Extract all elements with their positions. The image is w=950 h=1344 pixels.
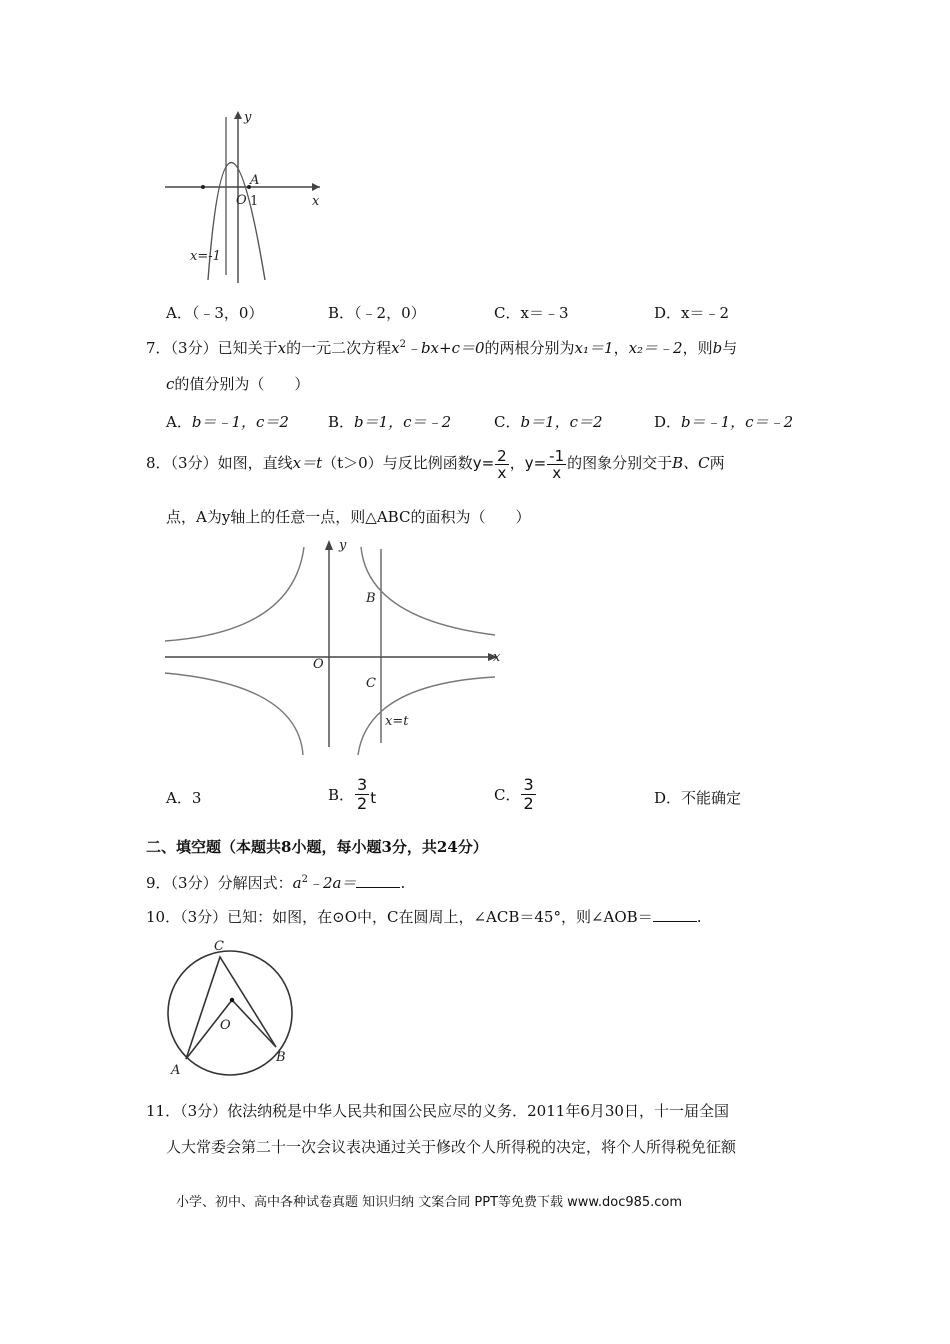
line-equation-label: x=t — [385, 714, 409, 729]
stem-text: 的一元二次方程 — [286, 339, 392, 357]
option-fraction — [521, 776, 535, 813]
q6-option-a[interactable] — [166, 302, 263, 323]
option-value: b＝﹣1，c＝﹣2 — [681, 413, 794, 431]
point-c-label: C — [366, 676, 376, 691]
y-axis-arrow-icon — [234, 111, 242, 119]
root-point-left — [201, 185, 205, 189]
q8-option-a[interactable] — [166, 787, 201, 808]
stem-end: . — [696, 908, 702, 926]
q7-option-d[interactable] — [654, 411, 793, 432]
option-key: A． — [166, 413, 192, 431]
option-fraction — [355, 776, 369, 813]
origin-label: O — [313, 657, 324, 672]
fraction-numerator: -1 — [549, 446, 565, 465]
hyperbola-y-neg1-over-x-q4 — [358, 677, 495, 755]
option-value: x＝﹣3 — [520, 304, 569, 322]
equation-exponent: 2 — [399, 339, 406, 350]
option-key: B． — [328, 786, 355, 804]
q8-option-c[interactable] — [494, 776, 537, 813]
question-score: （3分） — [180, 908, 228, 926]
line-equation: x＝t — [292, 454, 323, 472]
question-score: （3分） — [180, 1102, 228, 1120]
fraction-numerator: 3 — [357, 775, 368, 794]
q8-stem-line1 — [146, 445, 725, 481]
fraction-denominator: x — [497, 463, 507, 482]
stem-text: 人大常委会第二十一次会议表决通过关于修改个人所得税的决定，将个人所得税免征额 — [166, 1138, 737, 1156]
hyperbola-y-neg1-over-x-q2 — [165, 547, 304, 641]
question-number: 11． — [146, 1102, 181, 1120]
option-key: C． — [494, 786, 521, 804]
equation-base: x — [391, 339, 400, 357]
q11-stem-line2 — [166, 1137, 736, 1157]
x-axis-label: x — [312, 194, 320, 209]
q7-option-b[interactable] — [328, 411, 451, 432]
option-value: （﹣2，0） — [354, 304, 426, 322]
question-score: （3分） — [170, 454, 218, 472]
q8-hyperbola-figure — [163, 537, 508, 759]
y-axis-label: y — [339, 538, 347, 553]
separator: ， — [613, 339, 629, 357]
y-axis-label: y — [244, 110, 252, 125]
fraction-numerator: 3 — [523, 775, 534, 794]
fraction-numerator: 2 — [497, 446, 507, 465]
page-footer: 小学、初中、高中各种试卷真题 知识归纳 文案合同 PPT等免费下载 www.doc985.com — [176, 1195, 683, 1210]
option-value: 不能确定 — [681, 789, 742, 807]
y-axis-arrow-icon — [325, 540, 333, 550]
function-two-fraction — [547, 448, 566, 481]
q7-option-c[interactable] — [494, 411, 603, 432]
stem-end: . — [400, 874, 406, 892]
expression-rest: ﹣2a＝ — [307, 874, 357, 892]
hyperbola-y-2-over-x-q3 — [165, 673, 303, 755]
stem-text: ，则 — [682, 339, 713, 357]
origin-label: O — [236, 193, 247, 208]
fraction-denominator: 2 — [523, 794, 534, 813]
answer-blank[interactable] — [356, 873, 400, 888]
angle-aob-lines — [186, 1000, 276, 1059]
q7-stem-line1 — [146, 338, 737, 358]
option-key: A． — [166, 304, 192, 322]
option-value: b＝1，c＝﹣2 — [354, 413, 452, 431]
q8-option-d[interactable] — [654, 787, 741, 808]
center-point — [230, 998, 234, 1002]
root-two: x₂＝﹣2 — [628, 339, 683, 357]
stem-text: 已知关于 — [217, 339, 278, 357]
x-axis-arrow-icon — [312, 183, 320, 191]
option-value: 3 — [191, 789, 202, 807]
question-score: （3分） — [170, 339, 218, 357]
q7-option-a[interactable] — [166, 411, 289, 432]
fraction-denominator: 2 — [357, 794, 368, 813]
q8-stem-line2 — [166, 507, 530, 527]
answer-blank[interactable] — [653, 907, 697, 922]
angle-acb-lines — [186, 957, 276, 1059]
q10-stem — [146, 907, 701, 927]
function-one-fraction — [495, 448, 509, 481]
option-key: C． — [494, 413, 521, 431]
stem-text: 如图，直线 — [217, 454, 293, 472]
option-key: D． — [654, 413, 682, 431]
option-value: b＝1，c＝2 — [520, 413, 603, 431]
point-a-label: A — [171, 1063, 181, 1078]
stem-text: 两 — [709, 454, 725, 472]
q6-option-d[interactable] — [654, 302, 729, 323]
expression-base: a — [292, 874, 302, 892]
variable: x — [277, 339, 287, 357]
fraction-denominator: x — [552, 463, 562, 482]
stem-text: 分解因式： — [217, 874, 293, 892]
x-axis-label: x — [493, 650, 501, 665]
option-key: A． — [166, 789, 192, 807]
stem-text: 点，A为y轴上的任意一点，则△ABC的面积为（ ） — [166, 508, 531, 526]
question-number: 9． — [146, 874, 171, 892]
q6-parabola-figure — [160, 105, 335, 283]
question-number: 7． — [146, 339, 171, 357]
variable: c — [166, 375, 175, 393]
question-number: 8． — [146, 454, 171, 472]
condition: （t＞0） — [322, 454, 383, 472]
option-variable: t — [370, 788, 377, 807]
point-a-label: A — [250, 173, 260, 188]
root-one: x₁＝1 — [574, 339, 614, 357]
variable: b — [712, 339, 723, 357]
option-key: D． — [654, 789, 682, 807]
tick-one-label: 1 — [250, 194, 259, 209]
option-key: B． — [328, 413, 355, 431]
center-label: O — [220, 1018, 231, 1033]
option-key: D． — [654, 304, 682, 322]
stem-text: 已知：如图，在⊙O中，C在圆周上，∠ACB＝45°，则∠AOB＝ — [227, 908, 653, 926]
points: B、C — [672, 454, 710, 472]
q8-option-b[interactable] — [328, 776, 376, 813]
q10-circle-figure — [160, 933, 300, 1079]
point-b-label: B — [366, 591, 376, 606]
stem-text: 的图象分别交于 — [567, 454, 673, 472]
function-two-lhs: y= — [524, 454, 547, 472]
option-value: （﹣3，0） — [191, 304, 264, 322]
point-b-label: B — [276, 1050, 286, 1065]
q6-option-c[interactable] — [494, 302, 569, 323]
q9-stem — [146, 873, 405, 893]
stem-text: 与 — [722, 339, 738, 357]
expression-exponent: 2 — [301, 874, 308, 885]
axis-equation-label: x=-1 — [190, 249, 221, 264]
q7-stem-line2 — [166, 374, 309, 394]
separator: ， — [509, 454, 525, 472]
stem-text: 的值分别为（ ） — [174, 375, 310, 393]
question-score: （3分） — [170, 874, 218, 892]
option-value: x＝﹣2 — [681, 304, 730, 322]
function-one-lhs: y= — [472, 454, 495, 472]
option-value: b＝﹣1，c＝2 — [191, 413, 289, 431]
stem-text: 与反比例函数 — [382, 454, 473, 472]
stem-text: 的两根分别为 — [484, 339, 575, 357]
stem-text: 依法纳税是中华人民共和国公民应尽的义务．2011年6月30日，十一届全国 — [227, 1102, 729, 1120]
q6-option-b[interactable] — [328, 302, 426, 323]
option-key: B． — [328, 304, 355, 322]
point-c-label: C — [214, 939, 224, 954]
option-key: C． — [494, 304, 521, 322]
equation-rest: ﹣bx+c＝0 — [405, 339, 485, 357]
question-number: 10． — [146, 908, 181, 926]
q11-stem-line1 — [146, 1101, 729, 1121]
section-heading: 二、填空题（本题共8小题，每小题3分，共24分） — [146, 838, 488, 856]
